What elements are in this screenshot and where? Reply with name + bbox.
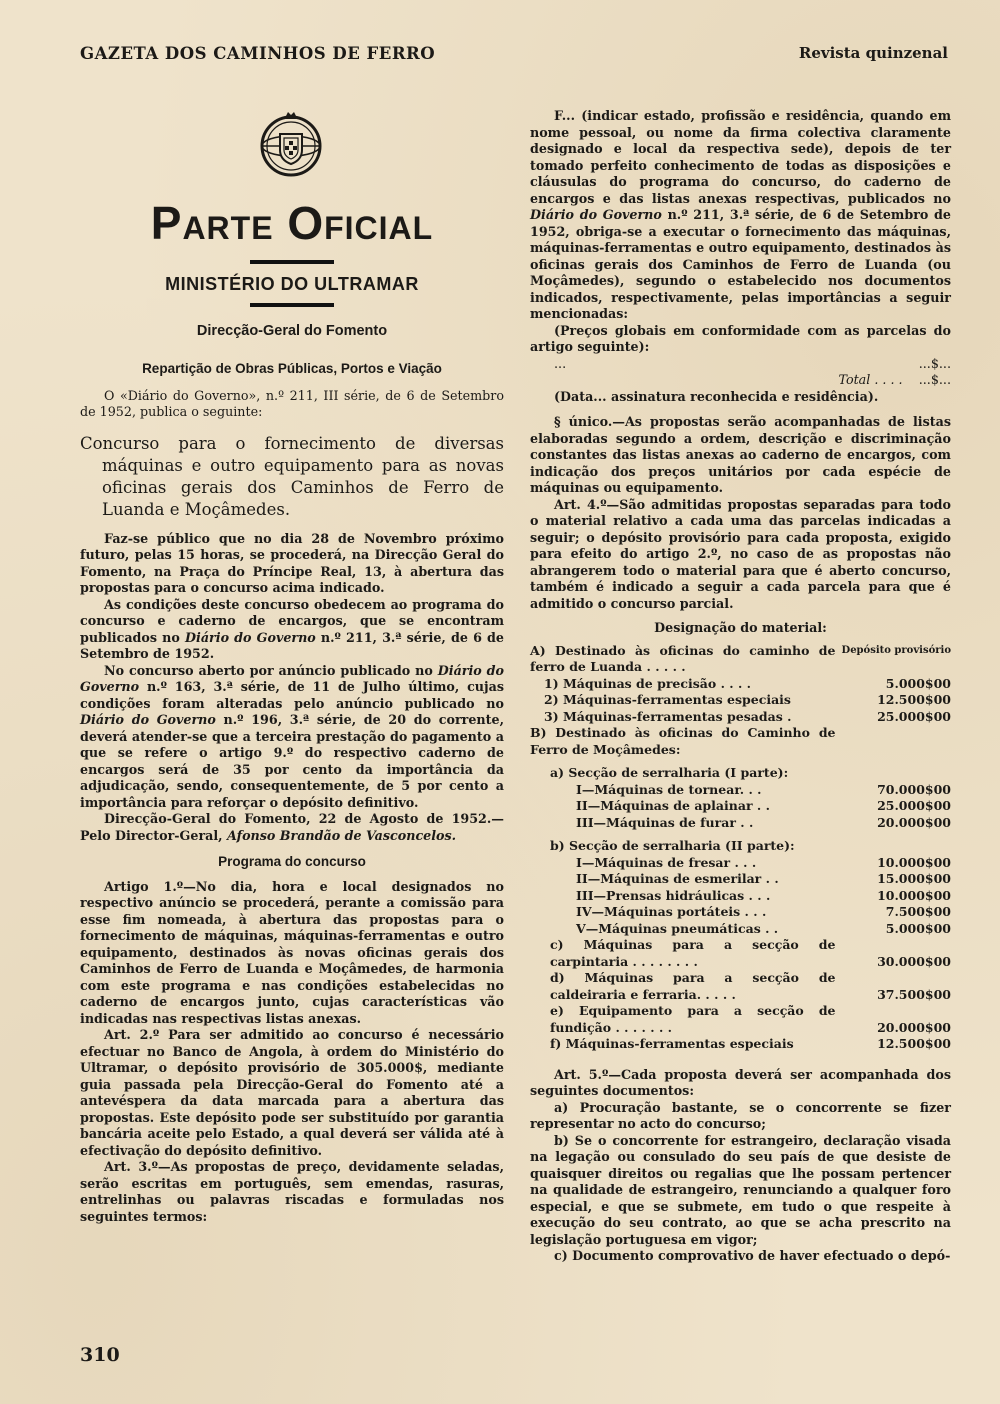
- deposit-column-header: Depósito provisório: [841, 644, 951, 656]
- paragraph-3: No concurso aberto por anúncio publicado no Diário do Governo n.º 163, 3.ª série, de 11 de Julho último, cujas condições foram alteradas pelo anúncio publicado no Diário do Governo n.º 196, 3.ª série, de 20 do corrente, deverá atender-se que a terceira prestação do pagamento a que se refere o artigo 9.º do respectivo caderno de encargos será de 35 por cento da importância da adjudicação, sendo, consequentemente, de 5 por cento a importância para reforçar o depósito definitivo.: [80, 662, 505, 810]
- page-title: Parte Oficial: [150, 197, 434, 249]
- reparticao-heading: Repartição de Obras Públicas, Portos e Viação: [142, 361, 442, 376]
- total-line: Total . . . . ...$...: [838, 372, 951, 387]
- proposal-formula: F... (indicar estado, profissão e residência, quando em nome pessoal, ou nome da firma colectiva claramente designado e local da respectiva sede), depois de ter tomado perfeito conhecimento de todas as disposições e cláusulas do programa do concurso, do caderno de encargos e das listas anexas respectivas, publicados no Diário do Governo n.º 211, 3.ª série, de 6 de Setembro de 1952, obriga-se a executar o fornecimento das máquinas, máquinas-ferramentas e outro equipamento, destinados às oficinas gerais dos Caminhos de Ferro de Luanda (ou Moçâmedes), segundo o estabelecido nos documentos indicados, respectivamente, pelas importâncias a seguir mencionadas:: [530, 108, 951, 321]
- programa-heading: Programa do concurso: [218, 854, 366, 869]
- table-row: e) Equipamento para a secção de fundição . . . . . . . 20.000$00: [550, 1003, 951, 1035]
- dots-line: ... ...$...: [554, 355, 951, 371]
- table-row: IV—Máquinas portáteis . . . 7.500$00: [576, 904, 951, 919]
- designacao-heading: Designação do material:: [654, 620, 827, 635]
- table-row: 2) Máquinas-ferramentas especiais 12.500$00: [544, 692, 951, 707]
- article-4: Art. 4.º—São admitidas propostas separadas para todo o material relativo a cada uma das parcelas indicadas a seguir; o depósito provisório para cada proposta, exigido para efeito do artigo 2.º, no caso de as propostas não abrangerem todo o material para que é aberto concurso, também é indicado a seguir a cada parcela para que é admitido o concurso parcial.: [530, 496, 951, 611]
- table-row: III—Máquinas de furar . . 20.000$00: [576, 814, 951, 830]
- paragraph-signature: Direcção-Geral do Fomento, 22 de Agosto de 1952.—Pelo Director-Geral, Afonso Brandão de Vasconcelos.: [80, 811, 504, 843]
- table-row: A) Destinado às oficinas do caminho de ferro de Luanda . . . . . Depósito provisório: [530, 642, 951, 674]
- article-2: Art. 2.º Para ser admitido ao concurso é necessário efectuar no Banco de Angola, à ordem do Ministério do Ultramar, o depósito provisório de 305.000$, mediante guia passada pela Direcção-Geral do Fomento até a antevéspera da data marcada para a abertura das propostas. Este depósito pode ser substituído por garantia bancária aceite pelo Estado, a qual deverá ser válida até à efectivação do depósito definitivo.: [80, 1027, 504, 1158]
- table-row: b) Secção de serralharia (II parte):: [550, 838, 795, 853]
- article-5: Art. 5.º—Cada proposta deverá ser acompanhada dos seguintes documentos:: [530, 1066, 951, 1098]
- table-row: I—Máquinas de fresar . . . 10.000$00: [576, 854, 951, 870]
- table-row: I—Máquinas de tornear. . . 70.000$00: [576, 781, 951, 797]
- table-row: 1) Máquinas de precisão . . . . 5.000$00: [544, 675, 951, 691]
- table-row: II—Máquinas de aplainar . . 25.000$00: [576, 798, 951, 813]
- table-row: c) Máquinas para a secção de carpintaria . . . . . . . . 30.000$00: [550, 937, 951, 969]
- direccao-heading: Direcção-Geral do Fomento: [196, 322, 388, 339]
- right-column: [530, 108, 951, 1265]
- article-1: Artigo 1.º—No dia, hora e local designados no respectivo anúncio se procederá, perante a comissão para esse fim nomeada, à abertura das propostas para o fornecimento de máquinas, máquinas-ferramentas e outro equipamento, destinados às novas oficinas gerais dos Caminhos de Ferro de Luanda e Moçâmedes, de harmonia com este programa e nas condições estabelecidas no caderno de encargos junto, cujas características vão indicadas nas respectivas listas anexas.: [80, 878, 504, 1026]
- article-5-b: b) Se o concorrente for estrangeiro, declaração visada na legação ou consulado do seu país de que desiste de quaisquer direitos ou regalias que lhe possam pertencer na qualidade de estrangeiro, renunciando a qualquer foro especial, e que se submete, em tudo o que respeite à execução do seu contrato, ao que se acha prescrito na legislação portuguesa em vigor;: [530, 1132, 951, 1247]
- table-row: d) Máquinas para a secção de caldeiraria e ferraria. . . . . 37.500$00: [550, 970, 951, 1002]
- table-row: f) Máquinas-ferramentas especiais 12.500$00: [550, 1036, 951, 1051]
- emblem-area: [80, 108, 504, 180]
- concurso-title: Concurso para o fornecimento de diversas máquinas e outro equipamento para as novas oficinas gerais dos Caminhos de Ferro de Luanda e Moçâmedes.: [80, 433, 504, 519]
- unico-paragraph: § único.—As propostas serão acompanhadas de listas elaboradas segundo a ordem, descrição e discriminação constantes das listas anexas ao caderno de encargos, com indicação dos preços unitários por cada espécie de máquinas ou equipamento.: [530, 414, 951, 495]
- precos-note: (Preços globais em conformidade com as parcelas do artigo seguinte):: [530, 322, 951, 354]
- table-row: 3) Máquinas-ferramentas pesadas . 25.000$00: [544, 708, 951, 724]
- article-5-a: a) Procuração bastante, se o concorrente se fizer representar no acto do concurso;: [530, 1099, 951, 1131]
- material-table: [530, 643, 951, 1053]
- table-row: V—Máquinas pneumáticas . . 5.000$00: [576, 920, 951, 936]
- paragraph-2: As condições deste concurso obedecem ao programa do concurso e caderno de encargos, que se encontram publicados no Diário do Governo n.º 211, 3.ª série, de 6 de Setembro de 1952.: [80, 596, 504, 661]
- intro-paragraph: O «Diário do Governo», n.º 211, III série, de 6 de Setembro de 1952, publica o seguinte:: [80, 387, 504, 419]
- journal-title: GAZETA DOS CAMINHOS DE FERRO: [80, 44, 436, 63]
- table-row: a) Secção de serralharia (I parte):: [550, 765, 789, 780]
- date-signature-line: (Data... assinatura reconhecida e residência).: [554, 388, 879, 404]
- divider: [250, 303, 334, 307]
- article-3: Art. 3.º—As propostas de preço, devidamente seladas, serão escritas em português, sem emendas, rasuras, entrelinhas ou palavras riscadas e formuladas nos seguintes termos:: [80, 1159, 504, 1224]
- table-row: II—Máquinas de esmerilar . . 15.000$00: [576, 871, 951, 886]
- running-header: [80, 44, 948, 70]
- page-number: 310: [80, 1344, 120, 1366]
- ministry-heading: MINISTÉRIO DO ULTRAMAR: [165, 274, 419, 294]
- divider: [250, 260, 334, 264]
- journal-subtitle: Revista quinzenal: [798, 44, 948, 62]
- left-column: [80, 108, 504, 1225]
- table-row: B) Destinado às oficinas do Caminho de Ferro de Moçâmedes:: [530, 725, 836, 757]
- article-5-c: c) Documento comprovativo de haver efectuado o depó-: [554, 1248, 951, 1263]
- portuguese-coat-of-arms-icon: [256, 110, 326, 178]
- paragraph-1: Faz-se público que no dia 28 de Novembro próximo futuro, pelas 15 horas, se procederá, na Direcção Geral do Fomento, na Praça do Príncipe Real, 13, à abertura das propostas para o concurso acima indicado.: [80, 530, 504, 595]
- table-row: III—Prensas hidráulicas . . . 10.000$00: [576, 887, 951, 903]
